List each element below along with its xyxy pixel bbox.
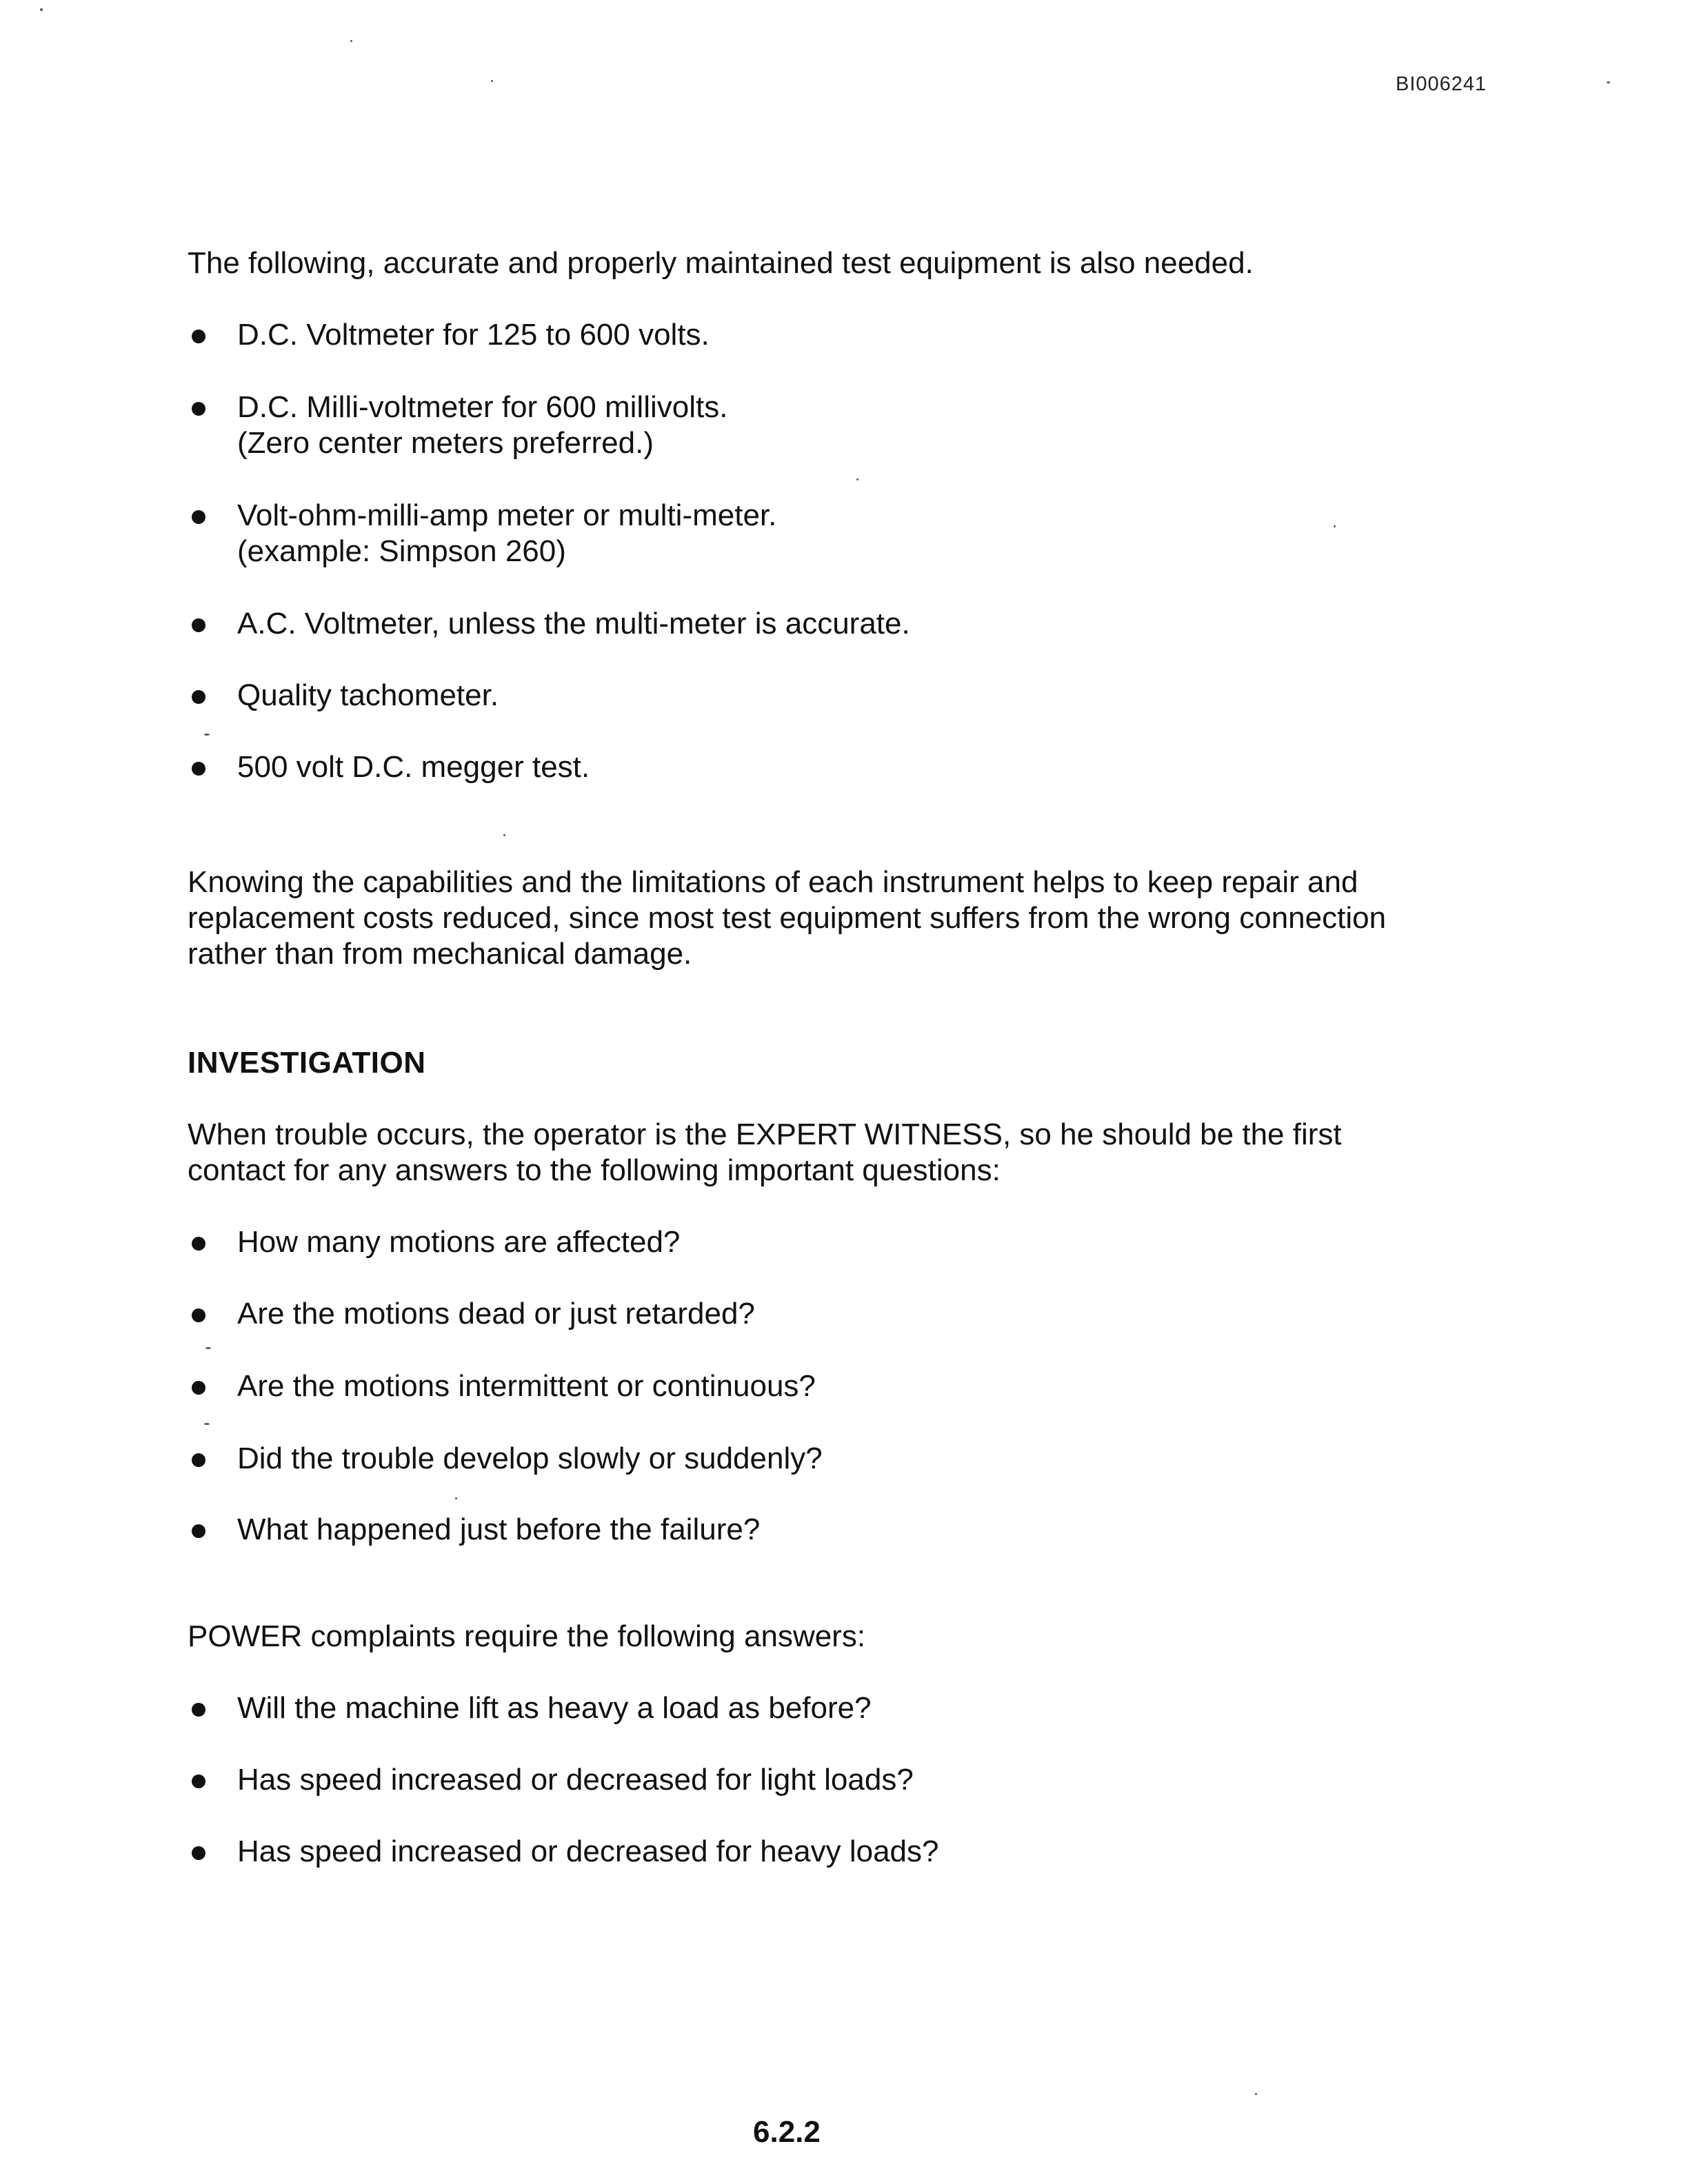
paragraph-line: When trouble occurs, the operator is the EXPERT WITNESS, so he should be the first xyxy=(188,1118,1342,1151)
bullet-icon xyxy=(192,1703,205,1717)
section-heading: INVESTIGATION xyxy=(188,1046,426,1080)
list-item-text: Quality tachometer. xyxy=(237,678,499,712)
list-item-text: D.C. Milli-voltmeter for 600 millivolts. xyxy=(237,390,728,424)
equipment-intro: The following, accurate and properly maintained test equipment is also needed. xyxy=(188,246,1254,280)
list-item-text: Has speed increased or decreased for heavy loads? xyxy=(237,1834,939,1868)
scan-speck xyxy=(204,734,210,736)
power-intro: POWER complaints require the following answers: xyxy=(188,1619,866,1653)
bullet-icon xyxy=(192,1453,205,1467)
instrument-paragraph xyxy=(188,865,1429,972)
bullet-icon xyxy=(192,1775,205,1788)
scan-speck xyxy=(204,1423,210,1425)
paragraph-line: contact for any answers to the following important questions: xyxy=(188,1153,1001,1187)
list-item-text: (Zero center meters preferred.) xyxy=(237,426,654,460)
list-item-text: Will the machine lift as heavy a load as before? xyxy=(237,1691,872,1725)
list-item-text: D.C. Voltmeter for 125 to 600 volts. xyxy=(237,318,710,352)
bullet-icon xyxy=(192,1524,205,1538)
page-number: 6.2.2 xyxy=(753,2115,821,2149)
bullet-icon xyxy=(192,1237,205,1251)
investigation-intro xyxy=(188,1117,1429,1189)
paragraph-line: replacement costs reduced, since most test equipment suffers from the wrong connection xyxy=(188,901,1387,935)
list-item-text: Did the trouble develop slowly or suddenly? xyxy=(237,1442,823,1475)
scan-speck xyxy=(1334,525,1336,527)
scan-speck xyxy=(205,1347,211,1349)
bullet-icon xyxy=(192,402,205,416)
bullet-icon xyxy=(192,618,205,632)
list-item-text: Has speed increased or decreased for light loads? xyxy=(237,1763,914,1797)
paragraph-line: Knowing the capabilities and the limitations of each instrument helps to keep repair and xyxy=(188,865,1358,899)
scan-speck xyxy=(503,834,505,836)
bullet-icon xyxy=(192,1846,205,1860)
scan-speck xyxy=(40,8,43,11)
bullet-icon xyxy=(192,1308,205,1322)
paragraph-line: rather than from mechanical damage. xyxy=(188,937,692,971)
list-item-text: (example: Simpson 260) xyxy=(237,534,566,568)
scan-speck xyxy=(1255,2093,1257,2095)
scan-speck xyxy=(1607,81,1610,83)
scan-speck xyxy=(455,1497,457,1499)
bullet-icon xyxy=(192,510,205,524)
list-item-text: 500 volt D.C. megger test. xyxy=(237,750,590,784)
list-item-text: How many motions are affected? xyxy=(237,1225,681,1259)
bullet-icon xyxy=(192,690,205,704)
list-item-text: Volt-ohm-milli-amp meter or multi-meter. xyxy=(237,498,777,532)
document-id: BI006241 xyxy=(1396,73,1487,95)
bullet-icon xyxy=(192,330,205,343)
bullet-icon xyxy=(192,762,205,776)
list-item-text: Are the motions intermittent or continuous? xyxy=(237,1369,816,1403)
list-item-text: A.C. Voltmeter, unless the multi-meter is accurate. xyxy=(237,607,910,640)
list-item-text: Are the motions dead or just retarded? xyxy=(237,1297,755,1331)
scan-speck xyxy=(491,80,493,82)
scan-speck xyxy=(856,478,858,481)
list-item-text: What happened just before the failure? xyxy=(237,1513,761,1546)
bullet-icon xyxy=(192,1381,205,1395)
scan-speck xyxy=(350,40,352,42)
